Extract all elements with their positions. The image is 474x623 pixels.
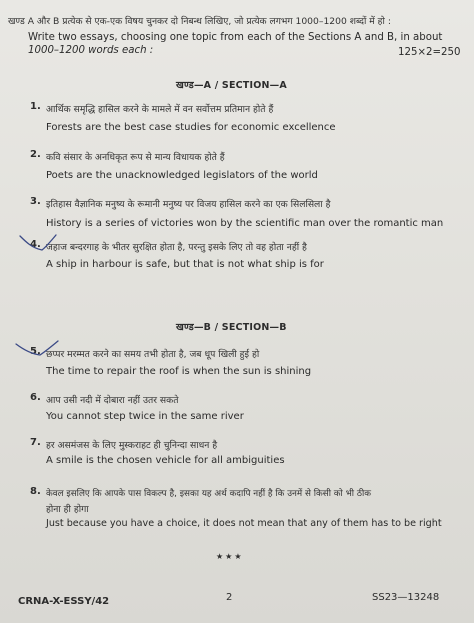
hindi-instruction: खण्ड A और B प्रत्येक से एक-एक विषय चुनकर दो निबन्ध लिखिए, जो प्रत्येक लगभग 1000–1200 शब्दों में हो : <box>8 16 391 27</box>
question-number: 7. <box>30 437 41 448</box>
paper-code: CRNA-X-ESSY/42 <box>18 596 110 607</box>
section-b-title: खण्ड—B / SECTION—B <box>176 322 287 333</box>
section-a-title: खण्ड—A / SECTION—A <box>176 80 287 91</box>
question-hindi: आप उसी नदी में दोबारा नहीं उतर सकते <box>46 395 179 406</box>
serial-number: SS23—13248 <box>372 592 440 603</box>
question-english: A ship in harbour is safe, but that is not what ship is for <box>46 259 324 270</box>
question-number: 8. <box>30 486 41 497</box>
question-english: History is a series of victories won by the scientific man over the romantic man <box>46 218 444 229</box>
english-instruction-line1: Write two essays, choosing one topic from each of the Sections A and B, in about <box>28 32 443 43</box>
question-hindi: छप्पर मरम्मत करने का समय तभी होता है, जब धूप खिली हुई हो <box>46 349 260 360</box>
question-hindi: केवल इसलिए कि आपके पास विकल्प है, इसका यह अर्थ कदापि नहीं है कि उनमें से किसी को भी ठीक <box>46 489 372 499</box>
question-hindi: होना ही होगा <box>46 504 89 515</box>
english-instruction-line2: 1000–1200 words each : <box>28 45 154 56</box>
question-number: 4. <box>30 239 41 250</box>
end-stars: ★★★ <box>216 552 244 561</box>
question-hindi: हर असमंजस के लिए मुस्कराहट ही चुनिन्दा साधन है <box>46 440 218 451</box>
question-english: You cannot step twice in the same river <box>46 411 244 422</box>
question-number: 2. <box>30 149 41 160</box>
question-english: The time to repair the roof is when the sun is shining <box>46 366 312 377</box>
question-number: 6. <box>30 392 41 403</box>
pen-tick-mark <box>14 338 60 360</box>
question-english: A smile is the chosen vehicle for all ambiguities <box>46 455 285 466</box>
question-english: Forests are the best case studies for economic excellence <box>46 122 336 133</box>
question-english: Just because you have a choice, it does not mean that any of them has to be right <box>46 518 442 529</box>
pen-tick-mark <box>18 232 58 254</box>
question-number: 1. <box>30 101 41 112</box>
question-number: 3. <box>30 196 41 207</box>
page-number: 2 <box>226 592 233 603</box>
question-hindi: जहाज बन्दरगाह के भीतर सुरक्षित होता है, परन्तु इसके लिए तो वह होता नहीं है <box>46 242 307 253</box>
marks: 125×2=250 <box>398 47 461 58</box>
question-hindi: आर्थिक समृद्धि हासिल करने के मामले में वन सर्वोत्तम प्रतिमान होते हैं <box>46 104 274 115</box>
question-hindi: इतिहास वैज्ञानिक मनुष्य के रूमानी मनुष्य पर विजय हासिल करने का एक सिलसिला है <box>46 199 331 210</box>
question-hindi: कवि संसार के अनधिकृत रूप से मान्य विधायक होते हैं <box>46 152 225 163</box>
question-number: 5. <box>30 346 41 357</box>
question-english: Poets are the unacknowledged legislators of the world <box>46 170 318 181</box>
